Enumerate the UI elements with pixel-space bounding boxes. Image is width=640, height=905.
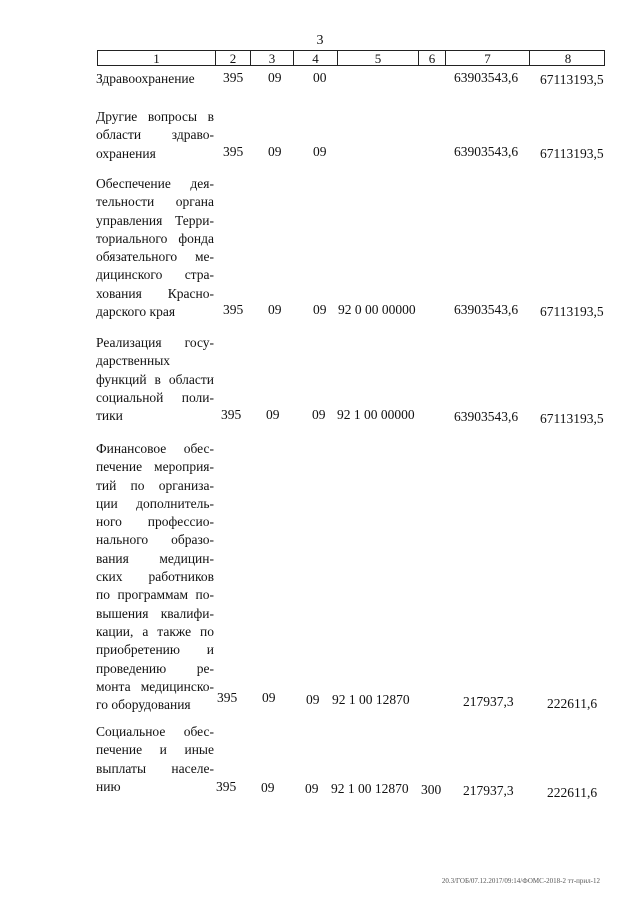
page-number: 3 xyxy=(316,33,324,48)
cell-col3: 09 xyxy=(261,780,275,795)
cell-col5: 92 1 00 12870 xyxy=(331,781,409,796)
table-row-name: Здравоохранение xyxy=(96,71,195,86)
cell-col4: 09 xyxy=(306,692,320,707)
cell-col3: 09 xyxy=(268,302,282,317)
cell-col8: 67113193,5 xyxy=(540,72,604,87)
cell-col4: 09 xyxy=(313,144,327,159)
footer-stamp: 20.3/ГОБ/07.12.2017/09:14/ФОМС-2018-2 тт-прил-12 xyxy=(441,877,600,885)
cell-col4: 09 xyxy=(305,781,319,796)
cell-col4: 09 xyxy=(312,407,326,422)
cell-col8: 222611,6 xyxy=(547,696,598,711)
header-col-1: 1 xyxy=(98,51,216,65)
cell-col7: 217937,3 xyxy=(463,783,514,798)
header-col-8: 8 xyxy=(564,51,572,66)
table-header xyxy=(97,50,605,66)
cell-col3: 09 xyxy=(268,144,282,159)
cell-col8: 67113193,5 xyxy=(540,146,604,161)
cell-col7: 217937,3 xyxy=(463,694,514,709)
cell-col2: 395 xyxy=(223,70,244,85)
header-col-5: 5 xyxy=(338,51,419,65)
table-row-name: Социальное обес- печение и иные выплаты населе- нию xyxy=(96,724,214,794)
table-row-name: Обеспечение дея- тельности органа управления Терри- ториального фонда обязательного ме- дицинского стра- хования Красно- дарского края xyxy=(96,176,214,320)
cell-col2: 395 xyxy=(217,690,238,705)
cell-col2: 395 xyxy=(216,779,237,794)
cell-col2: 395 xyxy=(223,144,244,159)
table-row-name: Реализация госу- дарственных функций в области социальной поли- тики xyxy=(96,335,214,424)
cell-col5: 92 1 00 00000 xyxy=(337,407,415,422)
table-row-name: Другие вопросы в области здраво- охранения xyxy=(96,109,214,161)
cell-col4: 09 xyxy=(313,302,327,317)
header-col-3: 3 xyxy=(251,51,294,65)
header-col-7: 7 xyxy=(446,51,530,65)
cell-col3: 09 xyxy=(266,407,280,422)
cell-col8: 67113193,5 xyxy=(540,304,604,319)
cell-col7: 63903543,6 xyxy=(454,409,519,424)
header-col-6: 6 xyxy=(419,51,446,65)
cell-col7: 63903543,6 xyxy=(454,302,519,317)
cell-col8: 222611,6 xyxy=(547,785,598,800)
cell-col5: 92 0 00 00000 xyxy=(338,302,416,317)
cell-col6: 300 xyxy=(421,782,442,797)
cell-col3: 09 xyxy=(268,70,282,85)
cell-col8: 67113193,5 xyxy=(540,411,604,426)
cell-col2: 395 xyxy=(223,302,244,317)
cell-col3: 09 xyxy=(262,690,276,705)
cell-col7: 63903543,6 xyxy=(454,70,519,85)
table-row-name: Финансовое обес- печение мероприя- тий по организа- ции дополнитель- ного профессио- нального образо- вания медицин- ских работников по программам по- вышения квалифи- кации, а также по приобретению и проведению ре- монта медицинско- го оборудования xyxy=(96,441,214,713)
cell-col4: 00 xyxy=(313,70,327,85)
header-col-4: 4 xyxy=(294,51,338,65)
header-col-2: 2 xyxy=(216,51,251,65)
cell-col2: 395 xyxy=(221,407,242,422)
cell-col7: 63903543,6 xyxy=(454,144,519,159)
cell-col5: 92 1 00 12870 xyxy=(332,692,410,707)
